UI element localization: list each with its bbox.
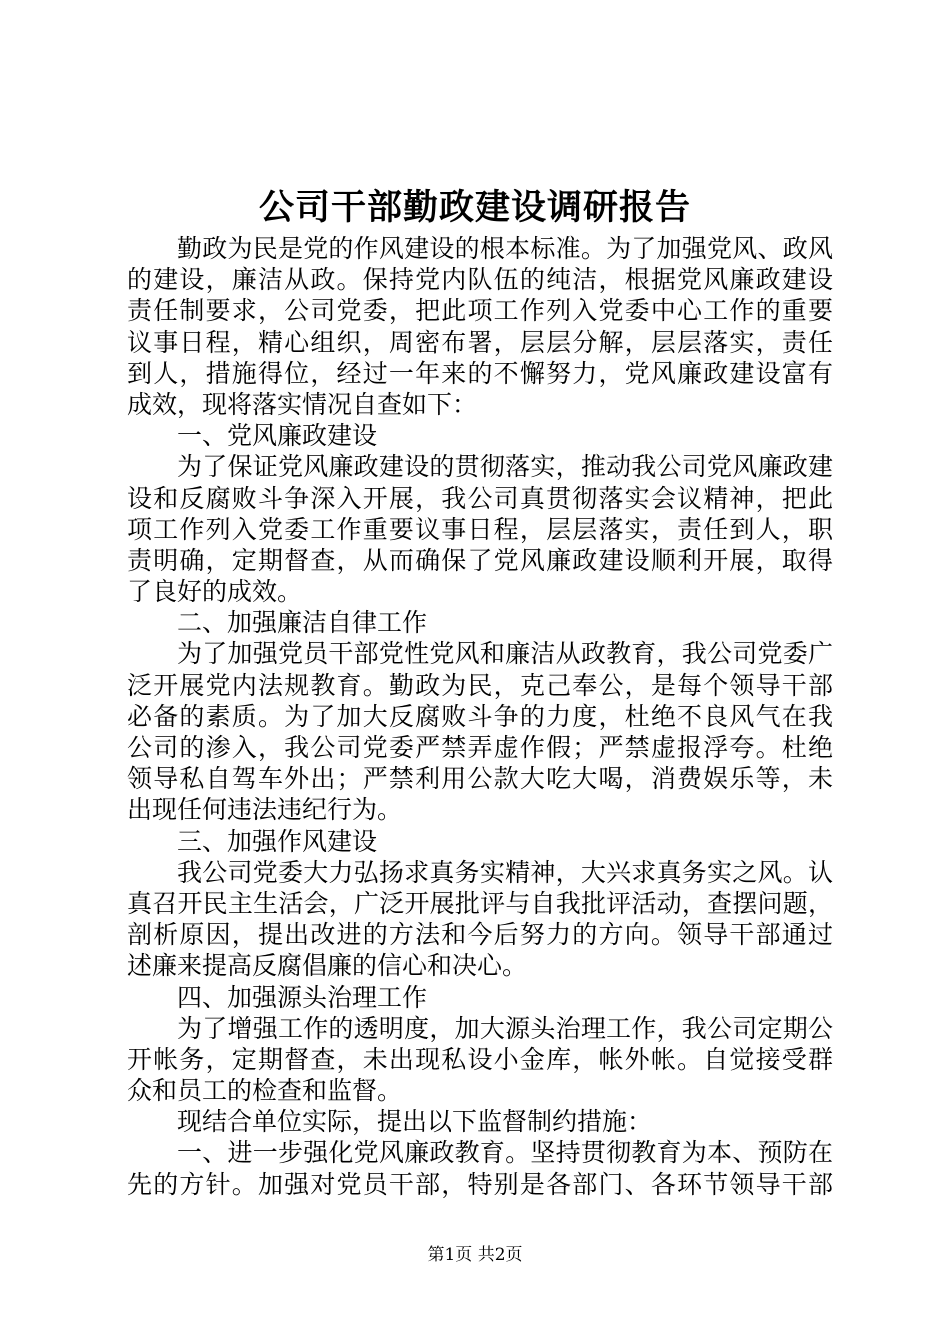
text-line: 众和员工的检查和监督。 <box>127 1076 403 1106</box>
text-line: 为了增强工作的透明度，加大源头治理工作，我公司定期公 <box>177 1013 833 1043</box>
text-line: 了良好的成效。 <box>127 577 303 607</box>
section-heading: 一、党风廉政建设 <box>177 421 378 451</box>
page-footer: 第1页 共2页 <box>427 1245 523 1265</box>
section-heading: 二、加强廉洁自律工作 <box>177 608 428 638</box>
text-line: 勤政为民是党的作风建设的根本标准。为了加强党风、政风 <box>177 234 833 263</box>
text-line: 的建设，廉洁从政。保持党内队伍的纯洁，根据党风廉政建设 <box>127 265 833 295</box>
text-line: 述廉来提高反腐倡廉的信心和决心。 <box>127 951 528 981</box>
section-heading: 四、加强源头治理工作 <box>177 982 428 1012</box>
text-line: 开帐务，定期督查，未出现私设小金库，帐外帐。自觉接受群 <box>127 1044 833 1074</box>
text-line: 议事日程，精心组织，周密布署，层层分解，层层落实，责任 <box>127 327 833 357</box>
text-line: 为了保证党风廉政建设的贯彻落实，推动我公司党风廉政建 <box>177 452 833 482</box>
text-line: 先的方针。加强对党员干部，特别是各部门、各环节领导干部 <box>127 1169 833 1199</box>
text-line: 责任制要求，公司党委，把此项工作列入党委中心工作的重要 <box>127 296 833 326</box>
text-line: 出现任何违法违纪行为。 <box>127 795 403 825</box>
text-line: 一、进一步强化党风廉政教育。坚持贯彻教育为本、预防在 <box>177 1138 833 1168</box>
text-line: 责明确，定期督查，从而确保了党风廉政建设顺利开展，取得 <box>127 545 833 575</box>
text-line: 设和反腐败斗争深入开展，我公司真贯彻落实会议精神，把此 <box>127 483 833 513</box>
document-body <box>127 233 833 1200</box>
text-line: 为了加强党员干部党性党风和廉洁从政教育，我公司党委广 <box>177 639 833 669</box>
text-line: 真召开民主生活会，广泛开展批评与自我批评活动，查摆问题， <box>127 888 833 918</box>
text-line: 到人，措施得位，经过一年来的不懈努力，党风廉政建设富有 <box>127 358 833 388</box>
text-line: 公司的渗入，我公司党委严禁弄虚作假；严禁虚报浮夸。杜绝 <box>127 733 833 762</box>
text-line: 必备的素质。为了加大反腐败斗争的力度，杜绝不良风气在我 <box>127 701 833 731</box>
text-line: 泛开展党内法规教育。勤政为民，克己奉公，是每个领导干部 <box>127 670 833 700</box>
section-heading: 三、加强作风建设 <box>177 826 378 856</box>
text-line: 现结合单位实际，提出以下监督制约措施： <box>177 1107 653 1137</box>
text-line: 我公司党委大力弘扬求真务实精神，大兴求真务实之风。认 <box>177 857 833 887</box>
text-line: 成效，现将落实情况自查如下： <box>127 389 478 419</box>
text-line: 项工作列入党委工作重要议事日程，层层落实，责任到人，职 <box>127 514 833 544</box>
document-title: 公司干部勤政建设调研报告 <box>258 187 691 228</box>
text-line: 剖析原因，提出改进的方法和今后努力的方向。领导干部通过 <box>127 920 833 950</box>
text-line: 领导私自驾车外出；严禁利用公款大吃大喝，消费娱乐等，未 <box>127 764 833 794</box>
